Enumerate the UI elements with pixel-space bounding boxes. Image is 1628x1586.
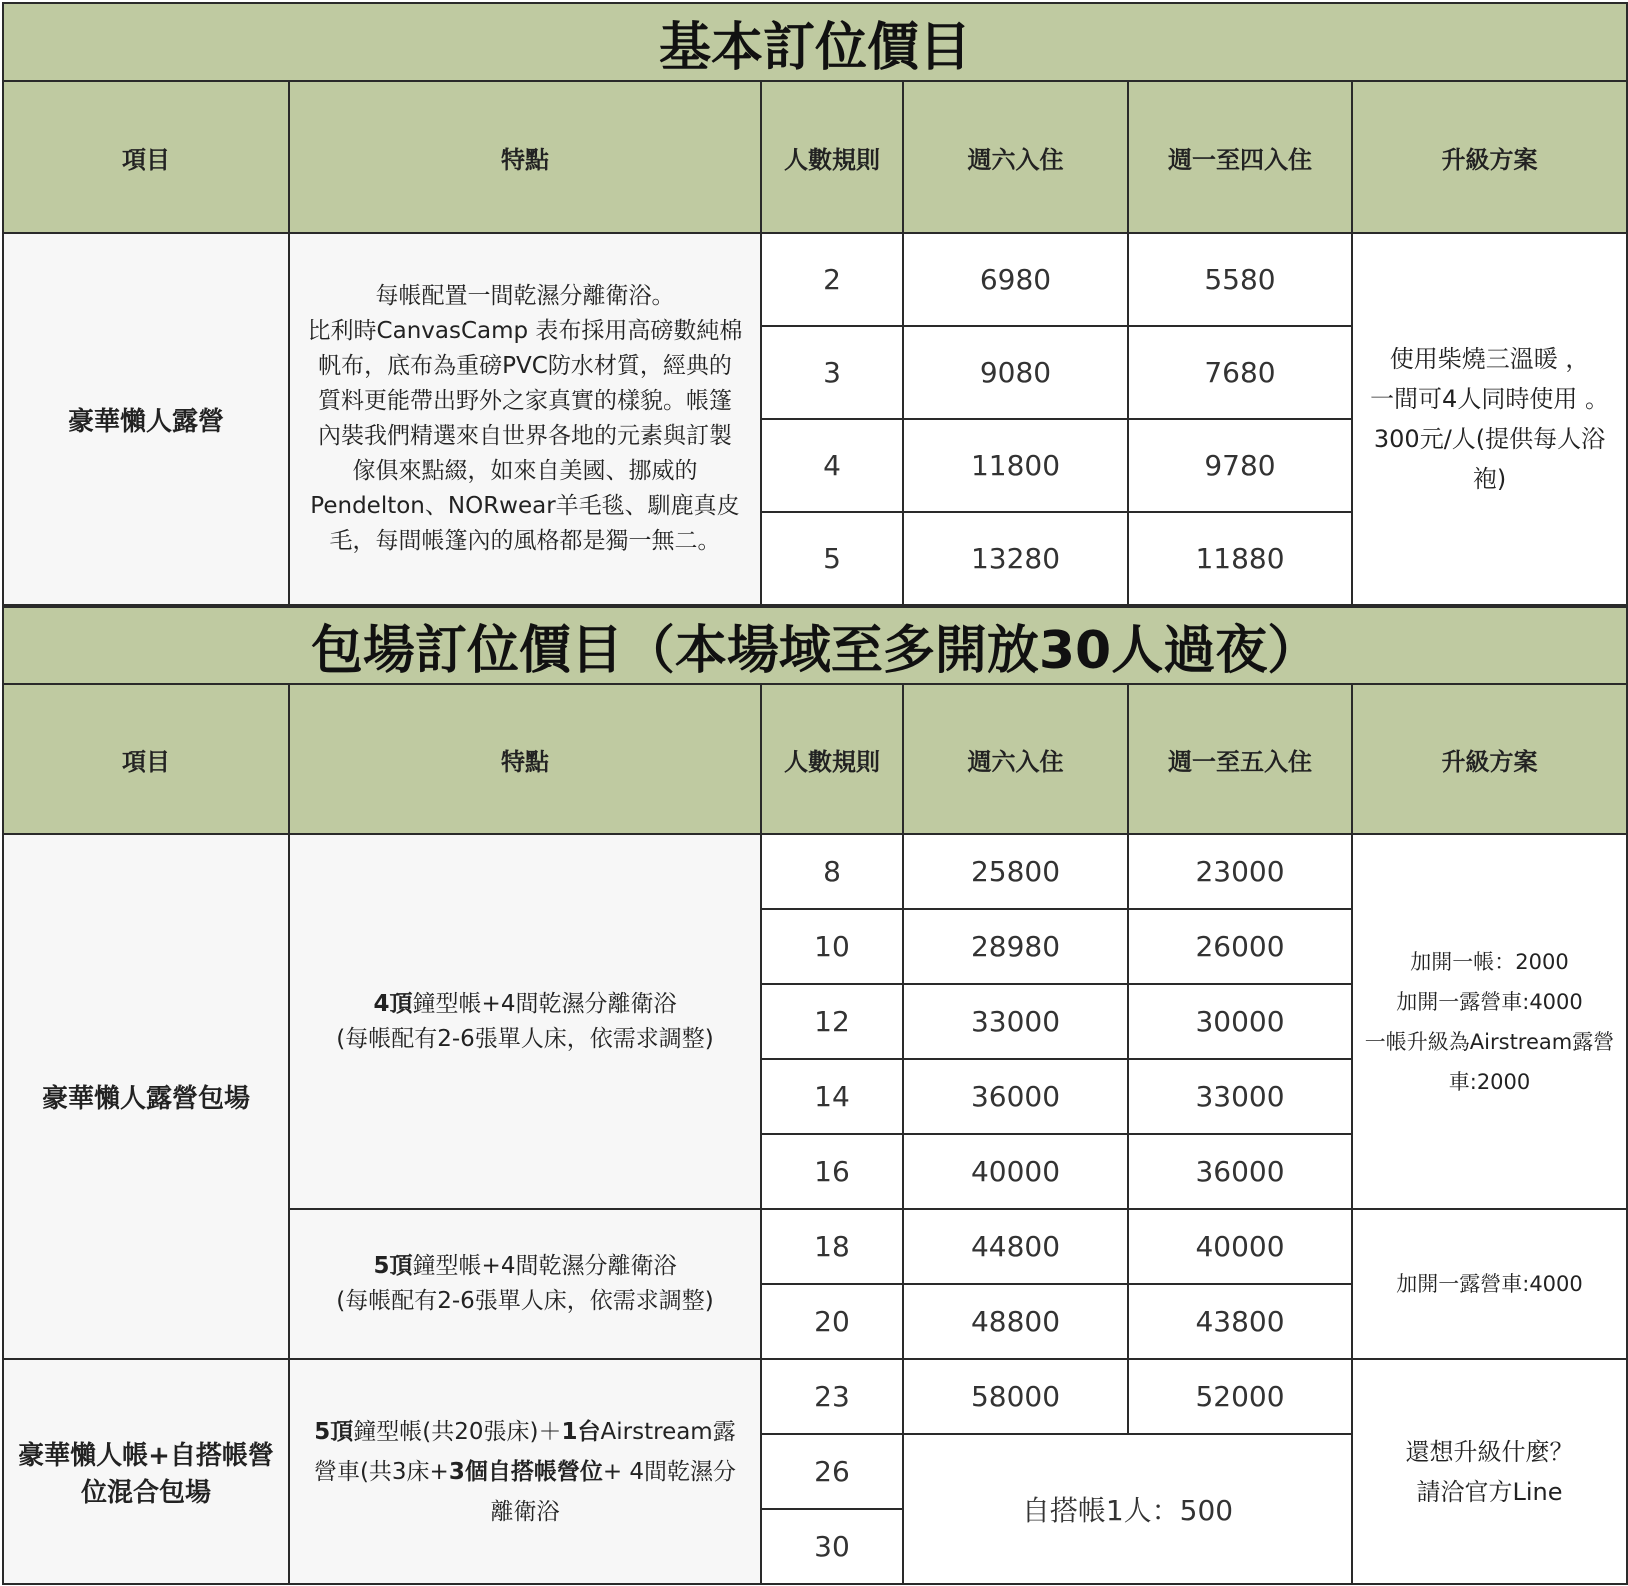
weekday-price: 43800 <box>1128 1284 1352 1359</box>
upgrade-line: 袍) <box>1472 465 1507 493</box>
feature-line <box>296 1452 754 1492</box>
upgrade-line: 一間可4人同時使用 。 <box>1370 385 1609 413</box>
saturday-price: 13280 <box>903 512 1128 605</box>
table-row <box>3 834 1627 909</box>
upgrade-line: 還想升級什麼？ <box>1405 1437 1574 1466</box>
weekday-price: 40000 <box>1128 1209 1352 1284</box>
people-count: 5 <box>761 512 903 605</box>
people-count: 26 <box>761 1434 903 1509</box>
header-upgrade: 升級方案 <box>1352 684 1627 834</box>
feature-line: 質料更能帶出野外之家真實的樣貌。帳篷 <box>318 388 732 414</box>
upgrade-plan <box>1352 1359 1627 1584</box>
saturday-price: 25800 <box>903 834 1128 909</box>
people-count: 23 <box>761 1359 903 1434</box>
header-weekday: 週一至五入住 <box>1128 684 1352 834</box>
saturday-price: 48800 <box>903 1284 1128 1359</box>
weekday-price: 26000 <box>1128 909 1352 984</box>
feature-line: 帆布，底布為重磅PVC防水材質，經典的 <box>318 353 732 379</box>
upgrade-line: 加開一露營車:4000 <box>1396 989 1583 1014</box>
weekday-price: 11880 <box>1128 512 1352 605</box>
feature-line: 離衛浴 <box>490 1498 560 1525</box>
people-count: 3 <box>761 326 903 419</box>
private-table-title: 包場訂位價目（本場域至多開放30人過夜） <box>3 607 1627 684</box>
table-row <box>3 1359 1627 1434</box>
saturday-price: 9080 <box>903 326 1128 419</box>
saturday-price: 58000 <box>903 1359 1128 1434</box>
saturday-price: 33000 <box>903 984 1128 1059</box>
upgrade-line: 車:2000 <box>1448 1069 1531 1094</box>
feature-text: + 4間乾濕分 <box>602 1458 737 1485</box>
item-features <box>289 834 761 1209</box>
weekday-price: 36000 <box>1128 1134 1352 1209</box>
upgrade-line: 使用柴燒三溫暖 ， <box>1389 345 1590 373</box>
feature-line: 傢俱來點綴，如來自美國、挪威的 <box>352 458 698 484</box>
saturday-price: 28980 <box>903 909 1128 984</box>
feature-line <box>296 1249 754 1284</box>
people-count: 16 <box>761 1134 903 1209</box>
header-features: 特點 <box>289 81 761 233</box>
upgrade-line: 300元/人(提供每人浴 <box>1373 425 1606 453</box>
feature-text: 鐘型帳(共20張床)＋ <box>353 1418 562 1445</box>
people-count: 30 <box>761 1509 903 1584</box>
people-count: 18 <box>761 1209 903 1284</box>
feature-count: 5頂 <box>314 1418 354 1445</box>
people-count: 10 <box>761 909 903 984</box>
weekday-price: 23000 <box>1128 834 1352 909</box>
saturday-price: 36000 <box>903 1059 1128 1134</box>
feature-line <box>296 1412 754 1452</box>
feature-line: (每帳配有2-6張單人床，依需求調整) <box>336 1288 714 1314</box>
feature-line: 毛，每間帳篷內的風格都是獨一無二。 <box>329 528 721 554</box>
upgrade-line: 一帳升級為Airstream露營 <box>1364 1029 1615 1054</box>
header-upgrade: 升級方案 <box>1352 81 1627 233</box>
people-count: 4 <box>761 419 903 512</box>
saturday-price: 40000 <box>903 1134 1128 1209</box>
weekday-price: 7680 <box>1128 326 1352 419</box>
item-name-line: 豪華懶人帳+自搭帳營 <box>18 1440 274 1471</box>
weekday-price: 52000 <box>1128 1359 1352 1434</box>
item-name: 豪華懶人露營 <box>3 233 289 605</box>
header-features: 特點 <box>289 684 761 834</box>
feature-count: 5頂 <box>373 1253 413 1279</box>
saturday-price: 44800 <box>903 1209 1128 1284</box>
header-people-rule: 人數規則 <box>761 684 903 834</box>
item-name <box>3 1359 289 1584</box>
table-row <box>3 233 1627 326</box>
basic-table-title: 基本訂位價目 <box>3 3 1627 81</box>
upgrade-line: 請洽官方Line <box>1416 1477 1563 1506</box>
people-count: 8 <box>761 834 903 909</box>
people-count: 2 <box>761 233 903 326</box>
weekday-price: 30000 <box>1128 984 1352 1059</box>
feature-count: 4頂 <box>373 990 413 1017</box>
upgrade-plan <box>1352 233 1627 605</box>
feature-text: 鐘型帳+4間乾濕分離衛浴 <box>412 990 677 1017</box>
header-saturday: 週六入住 <box>903 684 1128 834</box>
feature-line <box>296 987 754 1022</box>
feature-line: 每帳配置一間乾濕分離衛浴。 <box>375 283 675 309</box>
header-people-rule: 人數規則 <box>761 81 903 233</box>
weekday-price: 5580 <box>1128 233 1352 326</box>
item-features <box>289 233 761 605</box>
basic-pricing-table <box>2 2 1628 606</box>
feature-text: 鐘型帳+4間乾濕分離衛浴 <box>412 1253 677 1279</box>
feature-text: 營車(共3床+ <box>313 1458 449 1485</box>
upgrade-line: 加開一帳：2000 <box>1410 949 1569 974</box>
item-features <box>289 1209 761 1359</box>
item-name-line: 位混合包場 <box>80 1477 211 1508</box>
people-count: 20 <box>761 1284 903 1359</box>
header-item: 項目 <box>3 81 289 233</box>
saturday-price: 11800 <box>903 419 1128 512</box>
self-tent-price: 自搭帳1人：500 <box>903 1434 1352 1584</box>
header-item: 項目 <box>3 684 289 834</box>
feature-line: 內裝我們精選來自世界各地的元素與訂製 <box>318 423 732 449</box>
feature-line: (每帳配有2-6張單人床，依需求調整) <box>336 1025 714 1052</box>
private-pricing-table <box>2 606 1628 1585</box>
header-weekday: 週一至四入住 <box>1128 81 1352 233</box>
feature-count: 1台 <box>561 1418 601 1445</box>
item-features <box>289 1359 761 1584</box>
private-header-row <box>3 684 1627 834</box>
header-saturday: 週六入住 <box>903 81 1128 233</box>
weekday-price: 33000 <box>1128 1059 1352 1134</box>
weekday-price: 9780 <box>1128 419 1352 512</box>
basic-header-row <box>3 81 1627 233</box>
upgrade-plan: 加開一露營車:4000 <box>1352 1209 1627 1359</box>
feature-line: 比利時CanvasCamp 表布採用高磅數純棉 <box>307 318 743 344</box>
saturday-price: 6980 <box>903 233 1128 326</box>
people-count: 12 <box>761 984 903 1059</box>
feature-count: 3個自搭帳營位 <box>448 1458 603 1485</box>
people-count: 14 <box>761 1059 903 1134</box>
feature-text: Airstream露 <box>600 1418 736 1445</box>
upgrade-plan <box>1352 834 1627 1209</box>
feature-line: Pendelton、NORwear羊毛毯、馴鹿真皮 <box>310 493 740 519</box>
item-name: 豪華懶人露營包場 <box>3 834 289 1359</box>
